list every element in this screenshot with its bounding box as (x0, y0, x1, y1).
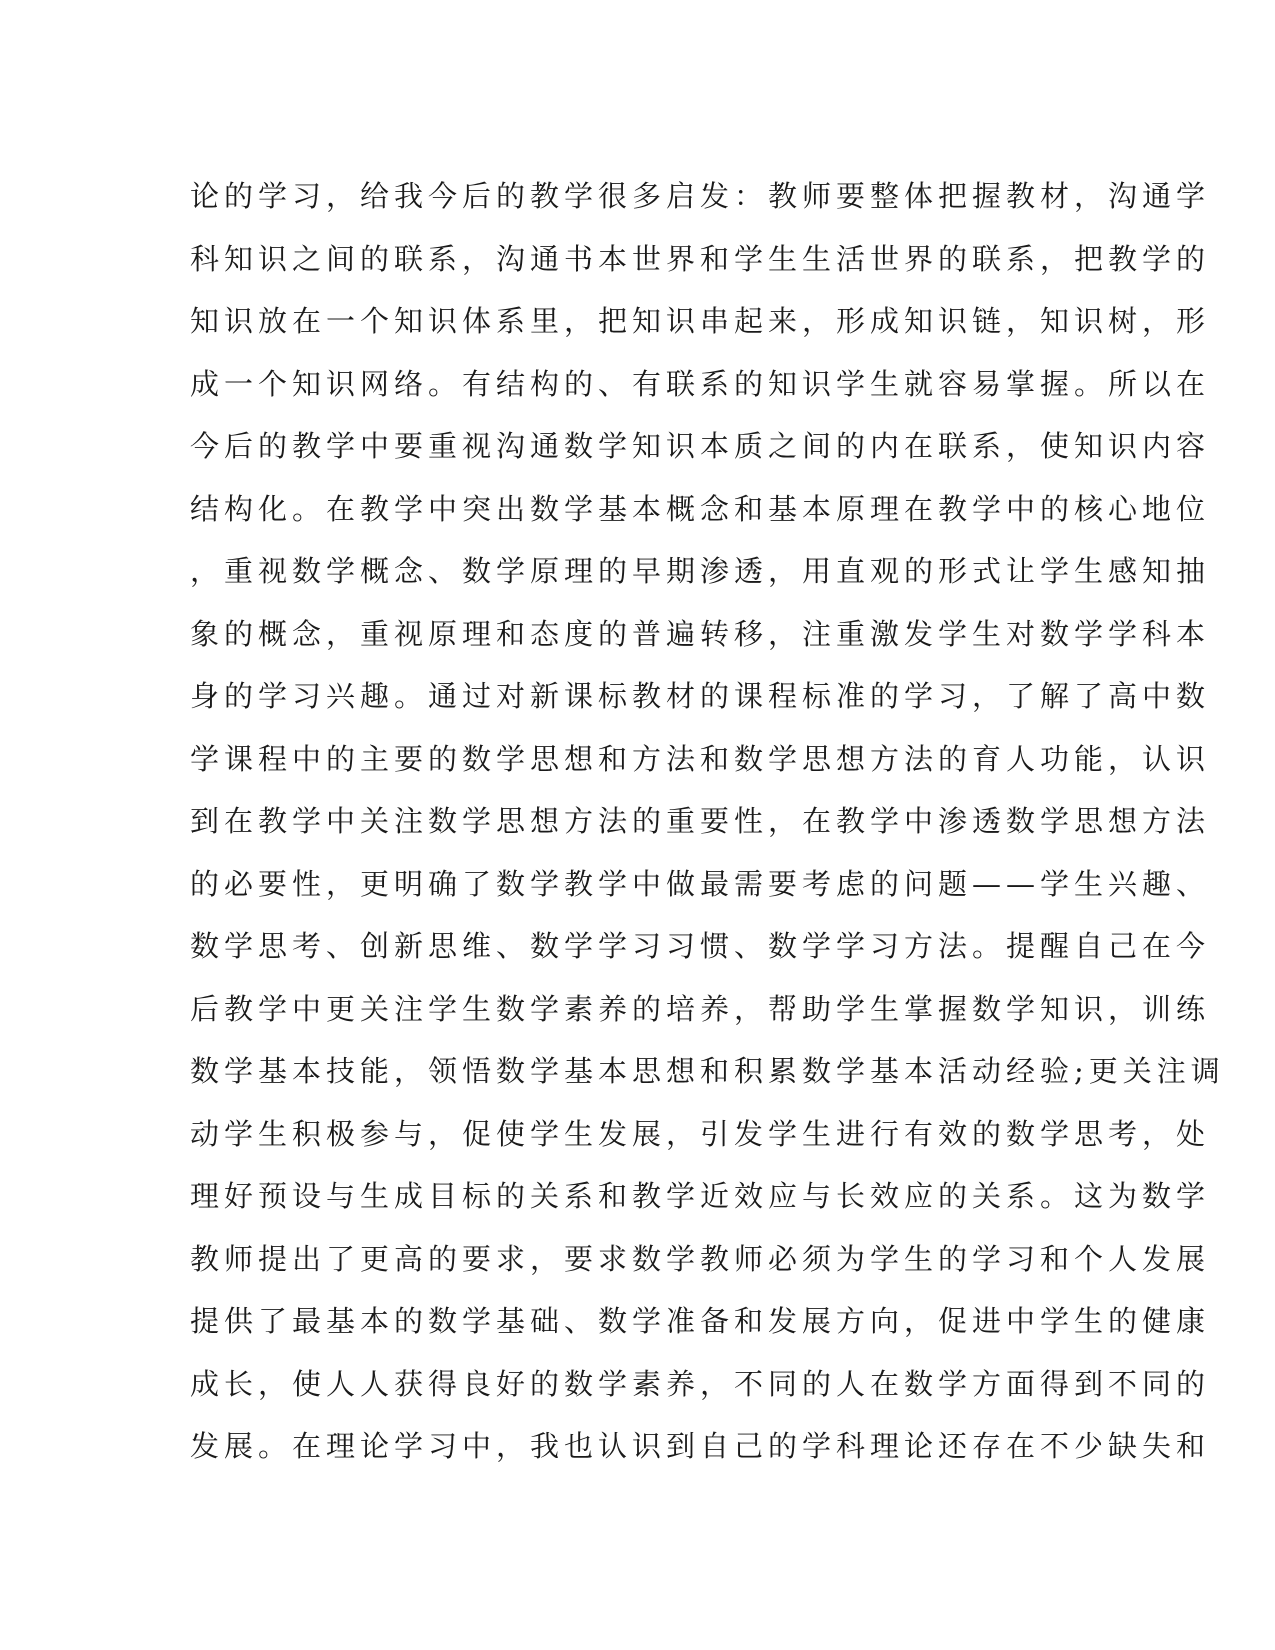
text-line: 到在教学中关注数学思想方法的重要性，在教学中渗透数学思想方法 (190, 804, 1211, 838)
text-line: 理好预设与生成目标的关系和教学近效应与长效应的关系。这为数学 (190, 1179, 1211, 1213)
text-line: 学课程中的主要的数学思想和方法和数学思想方法的育人功能，认识 (190, 741, 1211, 776)
body-text (190, 165, 1225, 1478)
text-line: 成长，使人人获得良好的数学素养，不同的人在数学方面得到不同的 (190, 1366, 1211, 1401)
text-line: 数学基本技能，领悟数学基本思想和积累数学基本活动经验;更关注调 (190, 1054, 1225, 1088)
text-line: 结构化。在教学中突出数学基本概念和基本原理在教学中的核心地位 (190, 491, 1211, 526)
text-line: 动学生积极参与，促使学生发展，引发学生进行有效的数学思考，处 (190, 1116, 1211, 1151)
text-line: 论的学习，给我今后的教学很多启发：教师要整体把握教材，沟通学 (190, 179, 1211, 213)
text-line: 的必要性，更明确了数学教学中做最需要考虑的问题——学生兴趣、 (190, 866, 1211, 901)
text-line: 科知识之间的联系，沟通书本世界和学生生活世界的联系，把教学的 (190, 241, 1211, 276)
text-line: 今后的教学中要重视沟通数学知识本质之间的内在联系，使知识内容 (190, 429, 1211, 463)
text-line: 知识放在一个知识体系里，把知识串起来，形成知识链，知识树，形 (190, 304, 1211, 338)
text-line: 成一个知识网络。有结构的、有联系的知识学生就容易掌握。所以在 (190, 366, 1211, 401)
text-line: 象的概念，重视原理和态度的普遍转移，注重激发学生对数学学科本 (190, 616, 1211, 651)
text-line: 教师提出了更高的要求，要求数学教师必须为学生的学习和个人发展 (190, 1241, 1211, 1276)
text-line: 发展。在理论学习中，我也认识到自己的学科理论还存在不少缺失和 (190, 1429, 1211, 1463)
text-line: 后教学中更关注学生数学素养的培养，帮助学生掌握数学知识，训练 (190, 991, 1211, 1026)
text-line: 提供了最基本的数学基础、数学准备和发展方向，促进中学生的健康 (190, 1304, 1211, 1338)
text-line: ，重视数学概念、数学原理的早期渗透，用直观的形式让学生感知抽 (190, 554, 1211, 588)
text-line: 身的学习兴趣。通过对新课标教材的课程标准的学习，了解了高中数 (190, 679, 1211, 713)
text-line: 数学思考、创新思维、数学学习习惯、数学学习方法。提醒自己在今 (190, 929, 1211, 963)
